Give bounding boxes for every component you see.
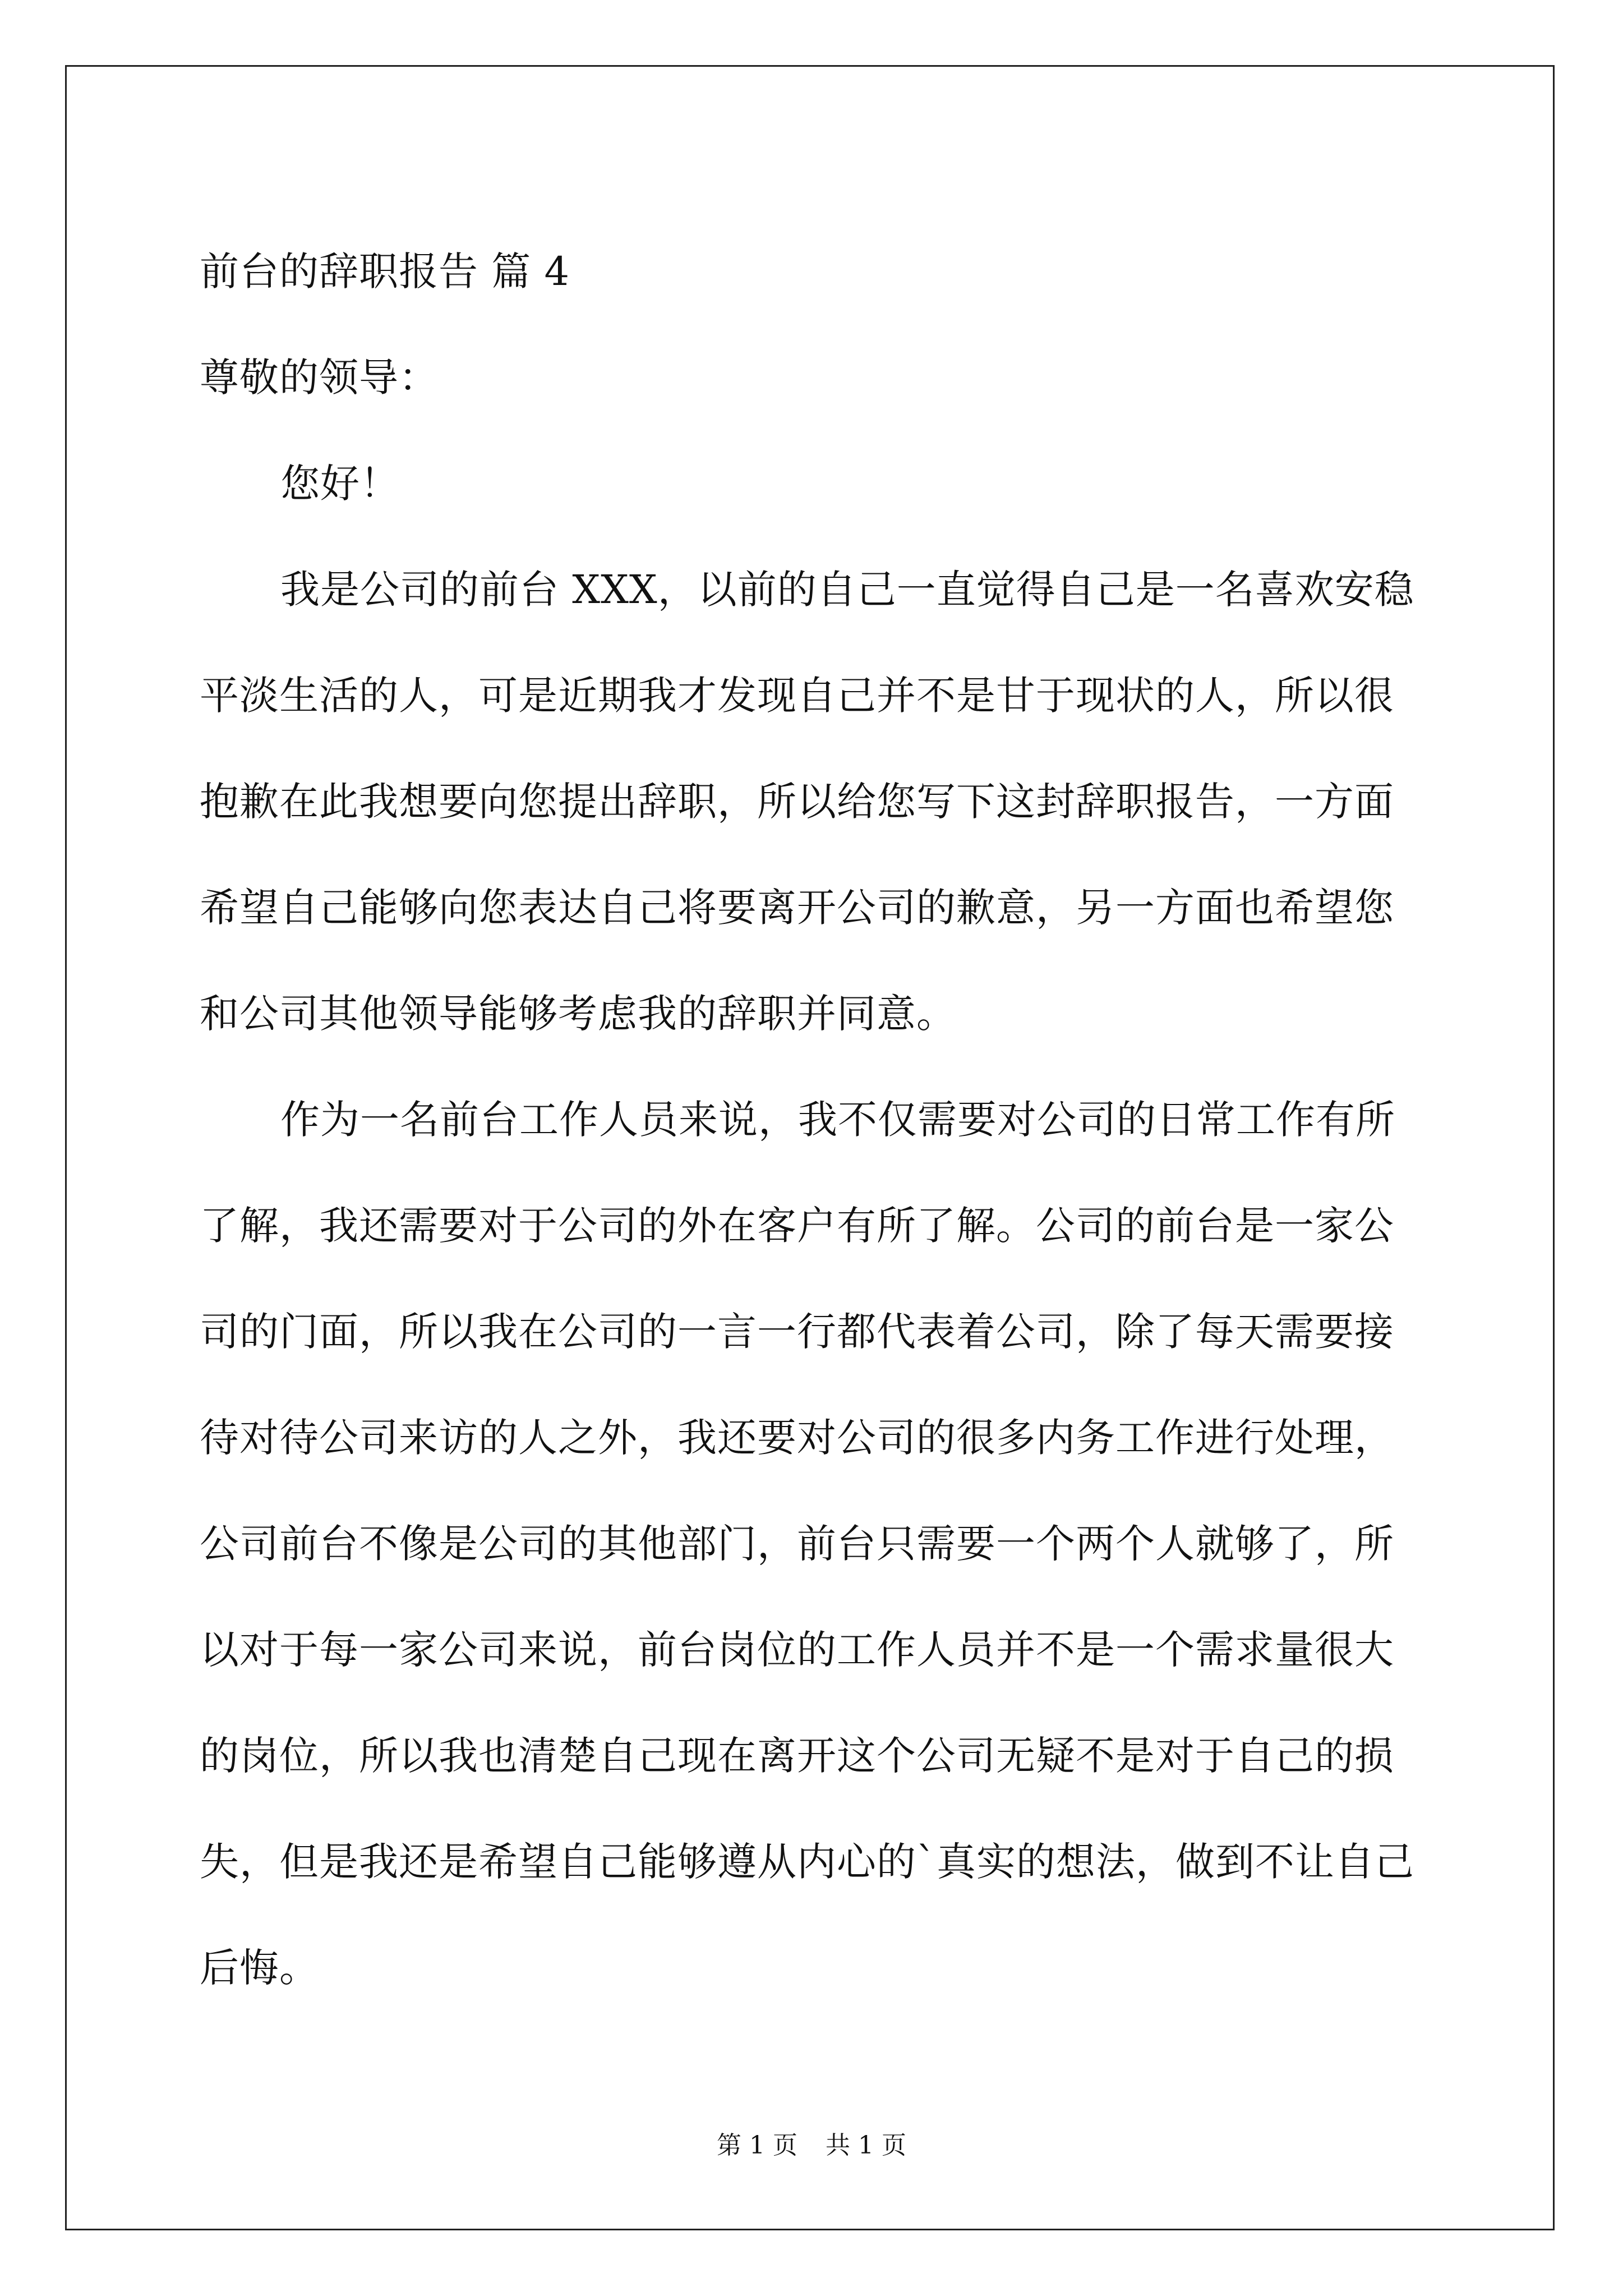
paragraph-line: 的岗位，所以我也清楚自己现在离开这个公司无疑不是对于自己的损 [200, 1733, 1394, 1779]
page-footer [0, 2129, 1623, 2162]
paragraph-line: 以对于每一家公司来说，前台岗位的工作人员并不是一个需求量很大 [200, 1627, 1394, 1673]
page-number-current: 第 1 页 [717, 2131, 797, 2160]
document-body [200, 219, 1428, 2021]
paragraph-1 [200, 537, 1428, 1067]
paragraph-line: 后悔。 [200, 1945, 319, 1991]
paragraph-line: 失，但是我还是希望自己能够遵从内心的`真实的想法，做到不让自己 [200, 1839, 1414, 1885]
paragraph-line: 抱歉在此我想要向您提出辞职，所以给您写下这封辞职报告，一方面 [200, 779, 1394, 825]
paragraph-line: 和公司其他领导能够考虑我的辞职并同意。 [200, 991, 956, 1037]
paragraph-line: 希望自己能够向您表达自己将要离开公司的歉意，另一方面也希望您 [200, 885, 1394, 931]
paragraph-line: 司的门面，所以我在公司的一言一行都代表着公司，除了每天需要接 [200, 1309, 1394, 1355]
paragraph-line: 作为一名前台工作人员来说，我不仅需要对公司的日常工作有所 [280, 1097, 1395, 1143]
paragraph-line: 了解，我还需要对于公司的外在客户有所了解。公司的前台是一家公 [200, 1203, 1394, 1249]
page-number-total: 共 1 页 [826, 2131, 906, 2160]
paragraph-line: 我是公司的前台 XXX，以前的自己一直觉得自己是一名喜欢安稳 [280, 567, 1414, 613]
greeting: 您好！ [280, 461, 400, 507]
paragraph-line: 公司前台不像是公司的其他部门，前台只需要一个两个人就够了，所 [200, 1521, 1394, 1567]
paragraph-line: 平淡生活的人，可是近期我才发现自己并不是甘于现状的人，所以很 [200, 673, 1394, 719]
paragraph-2 [200, 1067, 1428, 2021]
document-title: 前台的辞职报告 篇 4 [200, 249, 570, 295]
paragraph-line: 待对待公司来访的人之外，我还要对公司的很多内务工作进行处理， [200, 1415, 1394, 1461]
salutation: 尊敬的领导： [200, 355, 439, 401]
